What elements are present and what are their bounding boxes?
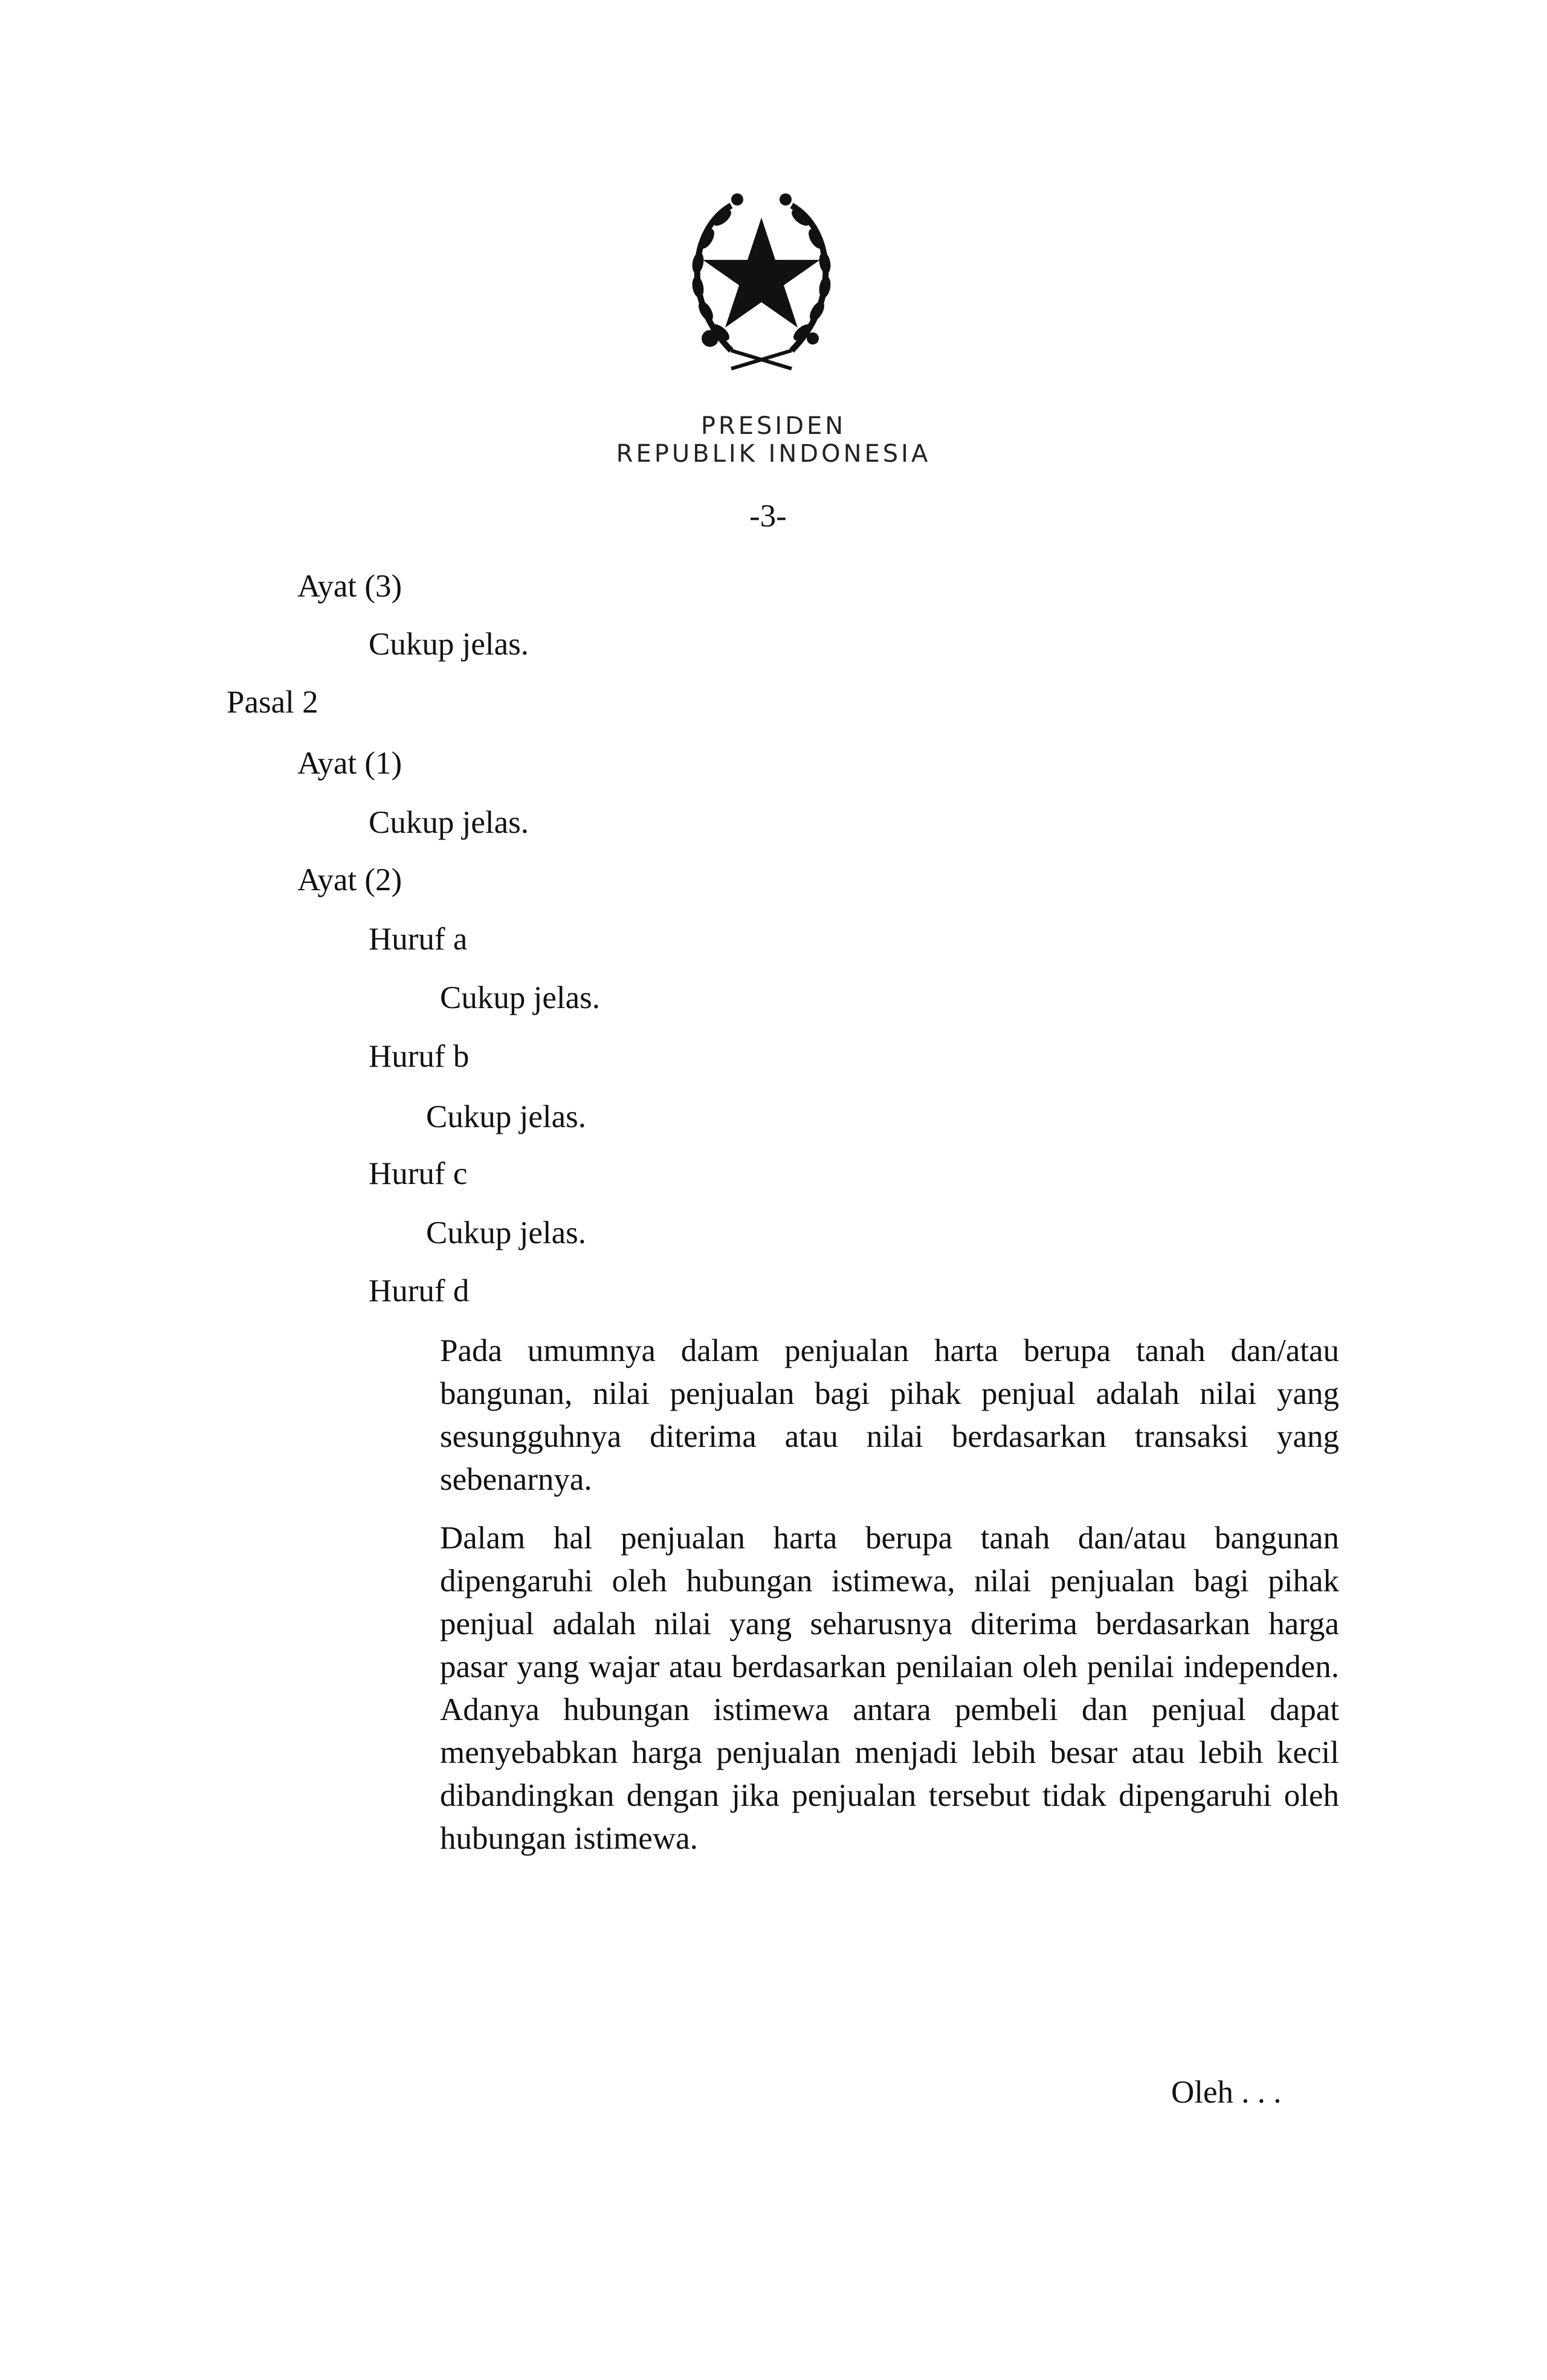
header-title-presiden: PRESIDEN (700, 412, 847, 440)
huruf-d-paragraph-1: Pada umumnya dalam penjualan harta berupa tanah dan/atau bangunan, nilai penjualan bagi pihak penjual adalah nilai yang sesungguhnya diterima atau nilai berdasarkan transaksi yang sebenarnya. (440, 1333, 1339, 1497)
huruf-b-heading: Huruf b (369, 1039, 470, 1074)
ayat-2-heading: Ayat (2) (297, 862, 402, 897)
huruf-a-heading: Huruf a (369, 922, 468, 957)
pasal-2-heading: Pasal 2 (227, 685, 318, 720)
presidential-emblem-icon (665, 181, 858, 381)
huruf-c-heading: Huruf c (369, 1156, 468, 1191)
continuation-footer: Oleh . . . (1171, 2075, 1282, 2110)
huruf-d-heading: Huruf d (369, 1273, 470, 1308)
huruf-b-text: Cukup jelas. (426, 1099, 586, 1134)
huruf-a-text: Cukup jelas. (440, 980, 600, 1015)
header-title-republik-indonesia: REPUBLIK INDONESIA (616, 440, 931, 468)
huruf-c-text: Cukup jelas. (426, 1215, 586, 1250)
huruf-d-paragraph-2: Dalam hal penjualan harta berupa tanah dan/atau bangunan dipengaruhi oleh hubungan istimewa, nilai penjualan bagi pihak penjual adalah nilai yang seharusnya diterima berdasarkan harga pasar yang wajar atau berdasarkan penilaian oleh penilai independen. Adanya hubungan istimewa antara pembeli dan penjual dapat menyebabkan harga penjualan menjadi lebih besar atau lebih kecil dibandingkan dengan jika penjualan tersebut tidak dipengaruhi oleh hubungan istimewa. (440, 1521, 1339, 1856)
ayat-1-text: Cukup jelas. (369, 805, 529, 840)
ayat-3-heading: Ayat (3) (297, 569, 402, 604)
ayat-3-text: Cukup jelas. (369, 627, 529, 662)
page-number: -3- (749, 499, 787, 534)
ayat-1-heading: Ayat (1) (297, 746, 402, 781)
